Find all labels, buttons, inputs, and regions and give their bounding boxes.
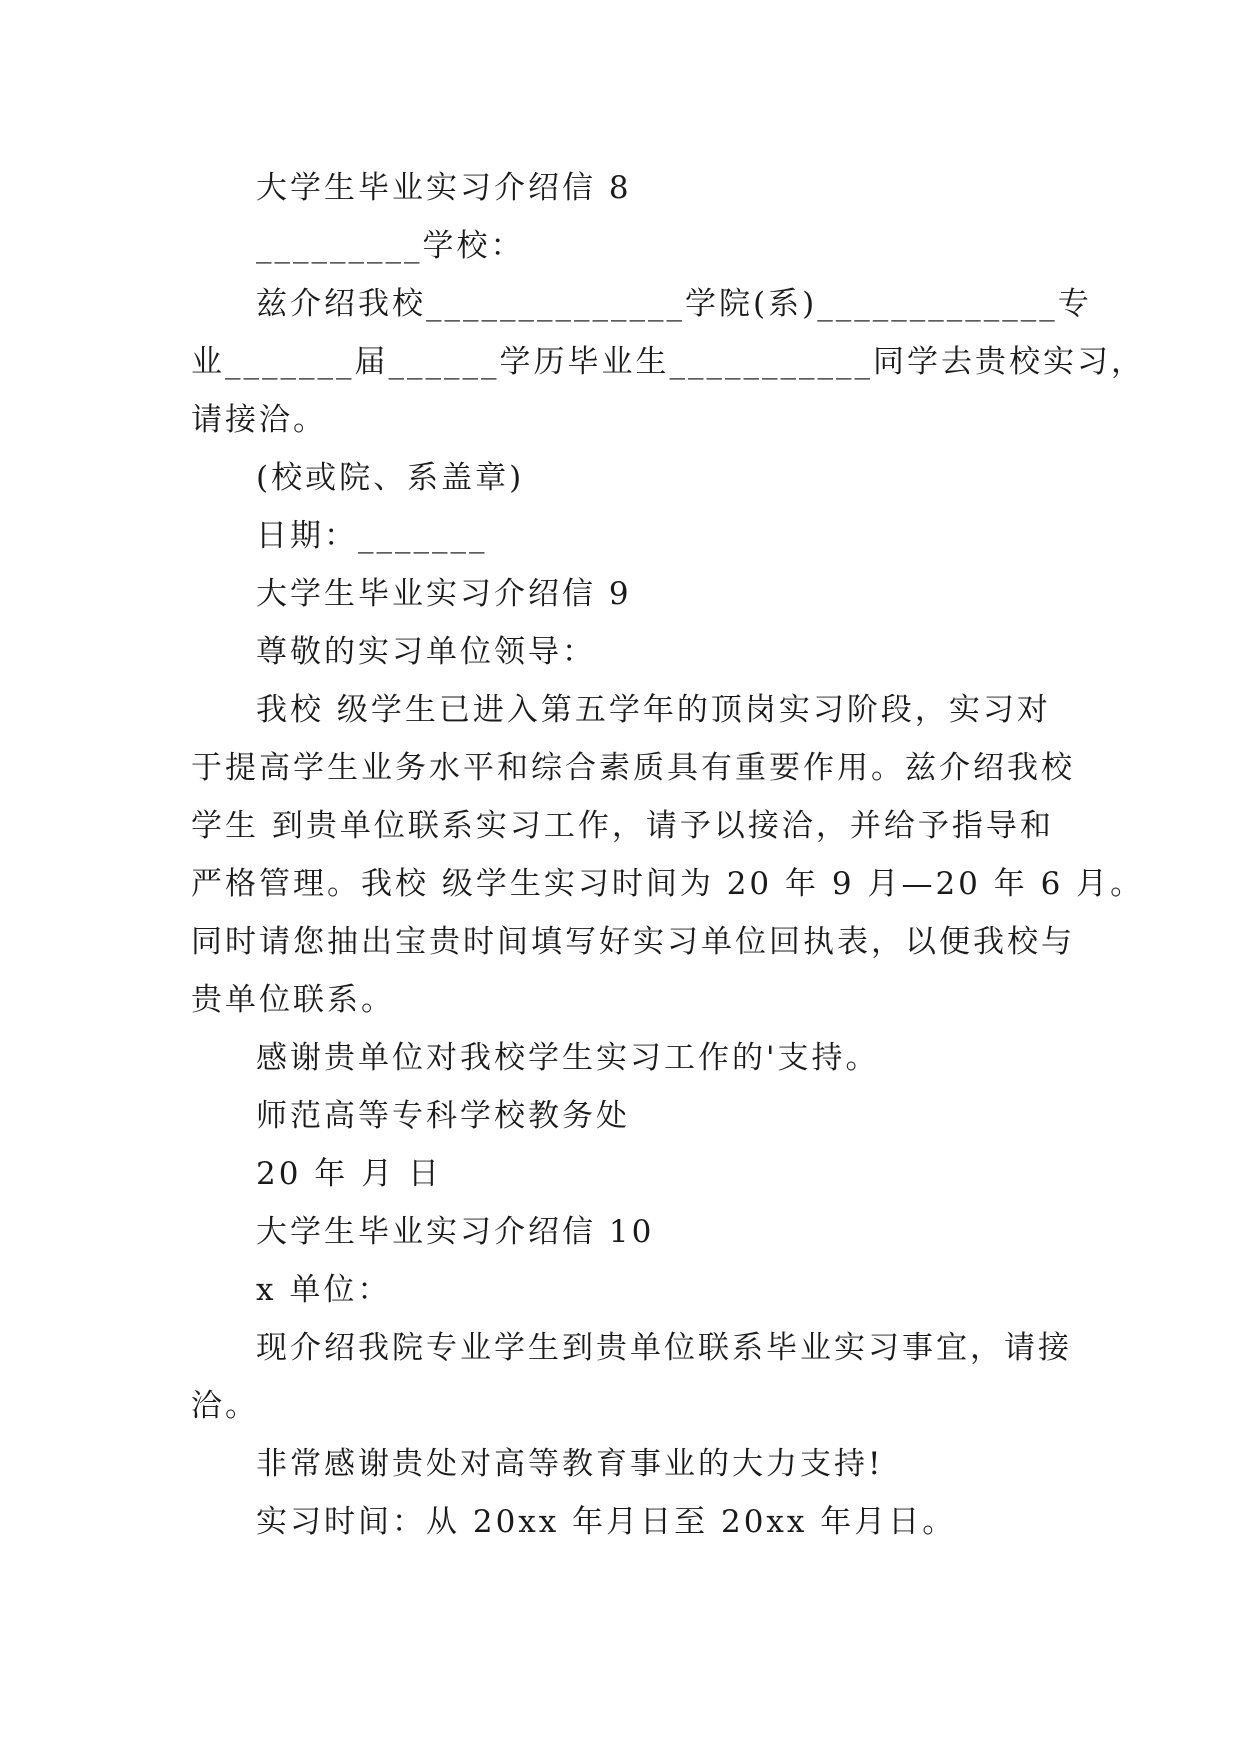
letter-10-salutation: x 单位： (256, 1272, 392, 1308)
letter-9-signature: 师范高等专科学校教务处 (256, 1098, 630, 1134)
letter-8-date: 日期：_______ (256, 518, 488, 554)
letter-8-body-line-2: 业_______届______学历毕业生___________同学去贵校实习， (191, 344, 1145, 380)
letter-9-title: 大学生毕业实习介绍信 9 (256, 576, 632, 612)
letter-9-body-line-4: 严格管理。我校 级学生实习时间为 20 年 9 月—20 年 6 月。 (191, 866, 1145, 902)
letter-8-salutation: _________学校： (256, 228, 525, 264)
letter-10-period: 实习时间：从 20xx 年月日至 20xx 年月日。 (256, 1504, 957, 1540)
letter-9-body-line-3: 学生 到贵单位联系实习工作，请予以接洽，并给予指导和 (191, 808, 1054, 844)
letter-10-title: 大学生毕业实习介绍信 10 (256, 1214, 655, 1250)
letter-8-body-line-1: 兹介绍我校______________学院(系)_____________专 (256, 286, 1092, 322)
letter-8-body-line-3: 请接洽。 (191, 402, 327, 438)
letter-9-body-line-6: 贵单位联系。 (191, 982, 395, 1018)
letter-9-body-line-2: 于提高学生业务水平和综合素质具有重要作用。兹介绍我校 (191, 750, 1075, 786)
letter-10-body-line-2: 洽。 (191, 1388, 259, 1424)
letter-8-title: 大学生毕业实习介绍信 8 (256, 170, 632, 206)
letter-10-thanks: 非常感谢贵处对高等教育事业的大力支持! (256, 1446, 884, 1482)
letter-9-salutation: 尊敬的实习单位领导： (256, 634, 596, 670)
letter-9-body-line-1: 我校 级学生已进入第五学年的顶岗实习阶段，实习对 (256, 692, 1051, 728)
letter-10-body-line-1: 现介绍我院专业学生到贵单位联系毕业实习事宜，请接 (256, 1330, 1072, 1366)
letter-9-date: 20 年 月 日 (256, 1156, 443, 1192)
letter-9-body-line-5: 同时请您抽出宝贵时间填写好实习单位回执表，以便我校与 (191, 924, 1075, 960)
letter-9-thanks: 感谢贵单位对我校学生实习工作的'支持。 (256, 1040, 880, 1076)
letter-8-stamp-note: (校或院、系盖章) (256, 460, 525, 496)
